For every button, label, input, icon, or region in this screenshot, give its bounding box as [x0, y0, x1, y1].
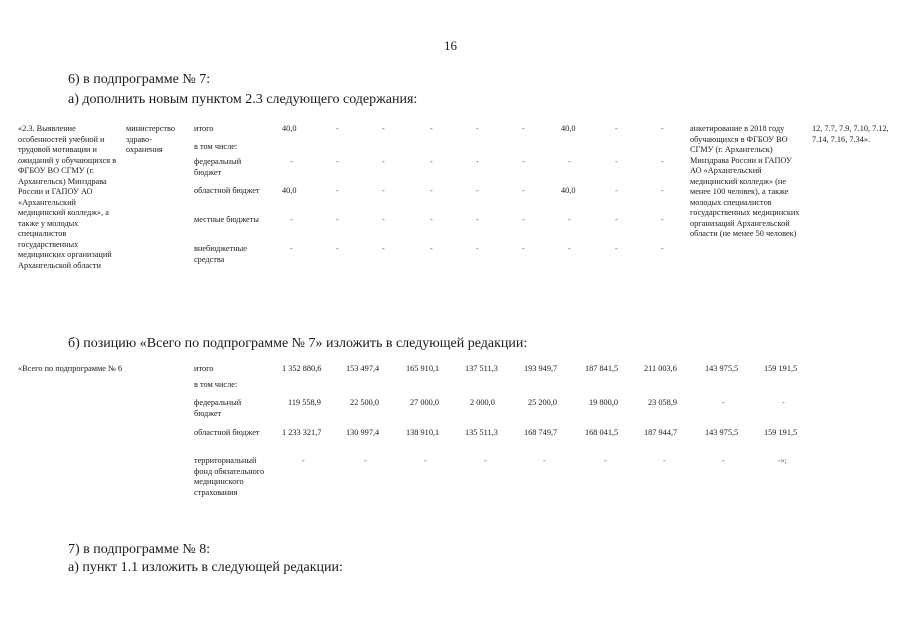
t1-label-offbudget: внебюджетные средства [194, 244, 247, 264]
t1-label-total: итого [194, 124, 214, 133]
t2-cell: 19 800,0 [589, 398, 619, 407]
t2-cell: - [604, 456, 607, 465]
t1-cell: - [336, 244, 339, 253]
t1-item-description: «2.3. Выявление особенностей учебной и трудовой мотивации и ожиданий у обучающихся в ФГБОУ ВО СГМУ (г. Архангельск) Минздрава России и ГАПОУ АО «Архангельский медицинский колледж», а также у молодых специалистов государственных медицинских организаций Архангельской области [18, 124, 117, 270]
t2-cell: - [484, 456, 487, 465]
t1-cell: - [382, 157, 385, 166]
t1-cell: - [661, 244, 664, 253]
t1-cell: - [336, 215, 339, 224]
t1-cell: - [522, 157, 525, 166]
t2-label-tfoms: территориальный фонд обязательного медицинского страхования [194, 456, 265, 497]
t1-cell: - [290, 244, 293, 253]
t2-cell: 143 975,5 [705, 428, 739, 437]
t1-indicator-links: 12, 7.7, 7.9, 7.10, 7.12, 7.14, 7.16, 7.34». [812, 124, 889, 144]
t1-cell: - [430, 244, 433, 253]
heading-subprogram-7: 6) в подпрограмме № 7: [68, 72, 211, 87]
t1-cell: - [661, 124, 664, 133]
t1-cell: - [336, 157, 339, 166]
t1-cell: - [430, 186, 433, 195]
t1-cell: - [476, 215, 479, 224]
t2-cell: 23 058,9 [648, 398, 678, 407]
heading-item-1-1: а) пункт 1.1 изложить в следующей редакции: [68, 560, 343, 575]
t1-cell: - [382, 215, 385, 224]
t2-cell: 153 497,4 [346, 364, 380, 373]
t2-cell: - [722, 456, 725, 465]
t1-cell: - [661, 186, 664, 195]
t2-label-federal: федеральный бюджет [194, 398, 242, 418]
t2-cell: 119 558,9 [288, 398, 321, 407]
t1-cell: - [476, 124, 479, 133]
t2-cell: 168 749,7 [524, 428, 558, 437]
t2-cell: 25 200,0 [528, 398, 558, 407]
t1-cell: 40,0 [282, 124, 297, 133]
t2-cell: - [782, 398, 785, 407]
t2-cell: 143 975,5 [705, 364, 739, 373]
t2-cell: - [424, 456, 427, 465]
heading-subprogram-8: 7) в подпрограмме № 8: [68, 542, 211, 557]
t1-cell: - [430, 124, 433, 133]
t1-cell: - [290, 215, 293, 224]
t1-cell: - [522, 124, 525, 133]
t1-cell: - [522, 244, 525, 253]
t2-label-total: итого [194, 364, 214, 373]
t2-label-including: в том числе: [194, 380, 238, 389]
t2-cell: 211 003,6 [644, 364, 677, 373]
t1-cell: - [615, 157, 618, 166]
t2-cell: -»; [778, 456, 787, 465]
t1-cell: - [430, 215, 433, 224]
t1-cell: - [382, 244, 385, 253]
t1-cell: - [382, 124, 385, 133]
t1-cell: 40,0 [561, 124, 576, 133]
t1-cell: - [476, 157, 479, 166]
t1-label-local: местные бюджеты [194, 215, 259, 224]
t2-item-description: «Всего по подпрограмме № 6 [18, 364, 123, 373]
t2-cell: 193 949,7 [524, 364, 558, 373]
t1-cell: - [615, 244, 618, 253]
t2-cell: - [302, 456, 305, 465]
t2-cell: 168 041,5 [585, 428, 619, 437]
t2-cell: 27 000,0 [410, 398, 440, 407]
t1-cell: - [661, 215, 664, 224]
t2-label-regional: областной бюджет [194, 428, 260, 437]
t2-cell: 2 000,0 [470, 398, 495, 407]
t2-cell: 1 233 321,7 [282, 428, 322, 437]
heading-position-total: б) позицию «Всего по подпрограмме № 7» изложить в следующей редакции: [68, 336, 528, 351]
t1-cell: 40,0 [561, 186, 576, 195]
t1-cell: - [290, 157, 293, 166]
t2-cell: 159 191,5 [764, 364, 798, 373]
t1-cell: - [568, 244, 571, 253]
t2-cell: 138 910,1 [406, 428, 440, 437]
t1-cell: - [476, 244, 479, 253]
t2-cell: 1 352 880,6 [282, 364, 322, 373]
t1-cell: - [430, 157, 433, 166]
heading-add-item: а) дополнить новым пунктом 2.3 следующего содержания: [68, 92, 418, 107]
t1-cell: - [615, 124, 618, 133]
t2-cell: 165 910,1 [406, 364, 440, 373]
t1-cell: - [568, 157, 571, 166]
t2-cell: 137 511,3 [465, 364, 498, 373]
t1-cell: - [336, 124, 339, 133]
t1-cell: - [522, 186, 525, 195]
t1-cell: - [615, 215, 618, 224]
t2-cell: - [364, 456, 367, 465]
t2-cell: 22 500,0 [350, 398, 380, 407]
t1-label-federal: федеральный бюджет [194, 157, 242, 177]
t1-label-regional: областной бюджет [194, 186, 260, 195]
t1-expected-result: анкетирование в 2018 году обучающихся в ФГБОУ ВО СГМУ (г. Архангельск) Минздрава России и ГАПОУ АО «Архангельский медицинский колледж» (не менее 100 человек), а также молодых специалистов государственных медицинских организаций Архангельской области (не менее 50 человек) [690, 124, 800, 238]
t1-cell: - [568, 215, 571, 224]
page-number: 16 [444, 38, 457, 53]
t2-cell: 130 997,4 [346, 428, 380, 437]
t2-cell: 187 944,7 [644, 428, 678, 437]
t1-executor: министерство здраво-охранения [126, 124, 176, 154]
t1-label-including: в том числе: [194, 142, 238, 151]
t1-cell: - [336, 186, 339, 195]
t2-cell: - [543, 456, 546, 465]
t2-cell: 187 841,5 [585, 364, 619, 373]
t2-cell: 135 511,3 [465, 428, 498, 437]
t1-cell: - [476, 186, 479, 195]
t1-cell: - [615, 186, 618, 195]
t1-cell: - [522, 215, 525, 224]
t2-cell: - [663, 456, 666, 465]
t1-cell: - [382, 186, 385, 195]
t1-cell: - [661, 157, 664, 166]
t2-cell: 159 191,5 [764, 428, 798, 437]
t1-cell: 40,0 [282, 186, 297, 195]
t2-cell: - [722, 398, 725, 407]
